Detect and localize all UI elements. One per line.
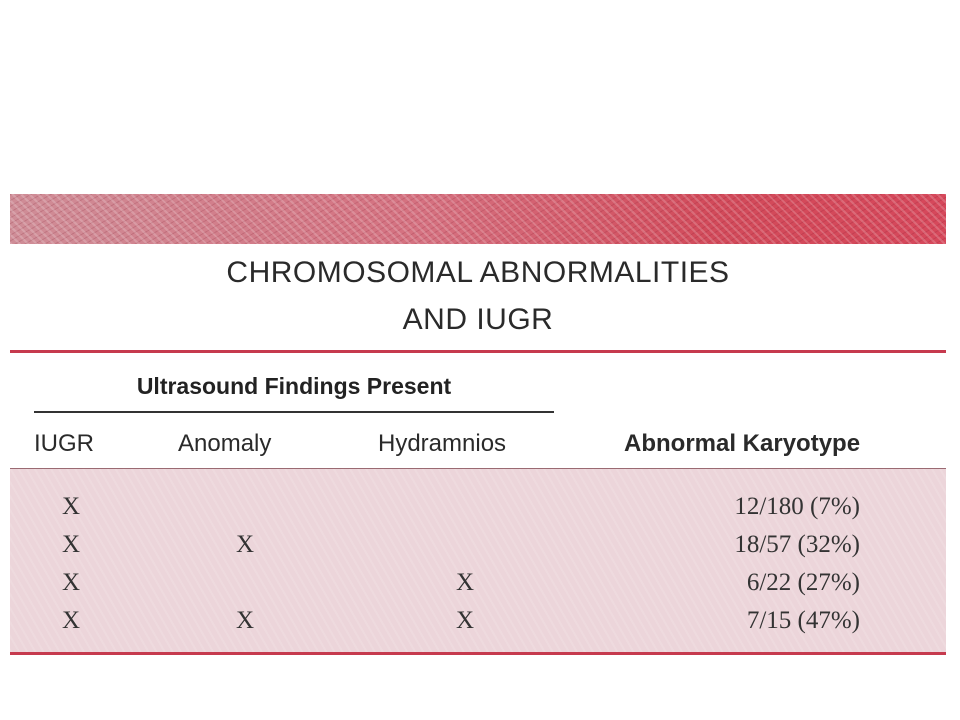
table-bottom-rule	[10, 652, 946, 655]
cell-iugr-mark: X	[61, 531, 81, 558]
table-title-line-1: CHROMOSOMAL ABNORMALITIES	[226, 256, 730, 289]
decorative-header-band	[10, 194, 946, 244]
cell-karyotype-result: 7/15 (47%)	[746, 607, 860, 634]
cell-iugr-mark: X	[61, 607, 81, 634]
cell-iugr-mark: X	[61, 569, 81, 596]
table-title-line-2: AND IUGR	[402, 303, 554, 336]
cell-iugr-mark: X	[61, 493, 81, 520]
cell-karyotype-result: 6/22 (27%)	[746, 569, 860, 596]
column-header-abnormal-karyotype: Abnormal Karyotype	[624, 430, 861, 457]
cell-hydramnios-mark: X	[455, 607, 475, 634]
cell-anomaly-mark: X	[235, 531, 255, 558]
column-header-anomaly: Anomaly	[178, 430, 272, 457]
cell-karyotype-result: 12/180 (7%)	[734, 493, 860, 520]
group-header: Ultrasound Findings Present	[136, 373, 452, 399]
group-header-rule	[34, 411, 554, 413]
title-divider	[10, 350, 946, 353]
cell-anomaly-mark: X	[235, 607, 255, 634]
cell-hydramnios-mark: X	[455, 569, 475, 596]
cell-karyotype-result: 18/57 (32%)	[734, 531, 860, 558]
column-header-iugr: IUGR	[34, 430, 94, 457]
column-header-hydramnios: Hydramnios	[378, 430, 507, 457]
